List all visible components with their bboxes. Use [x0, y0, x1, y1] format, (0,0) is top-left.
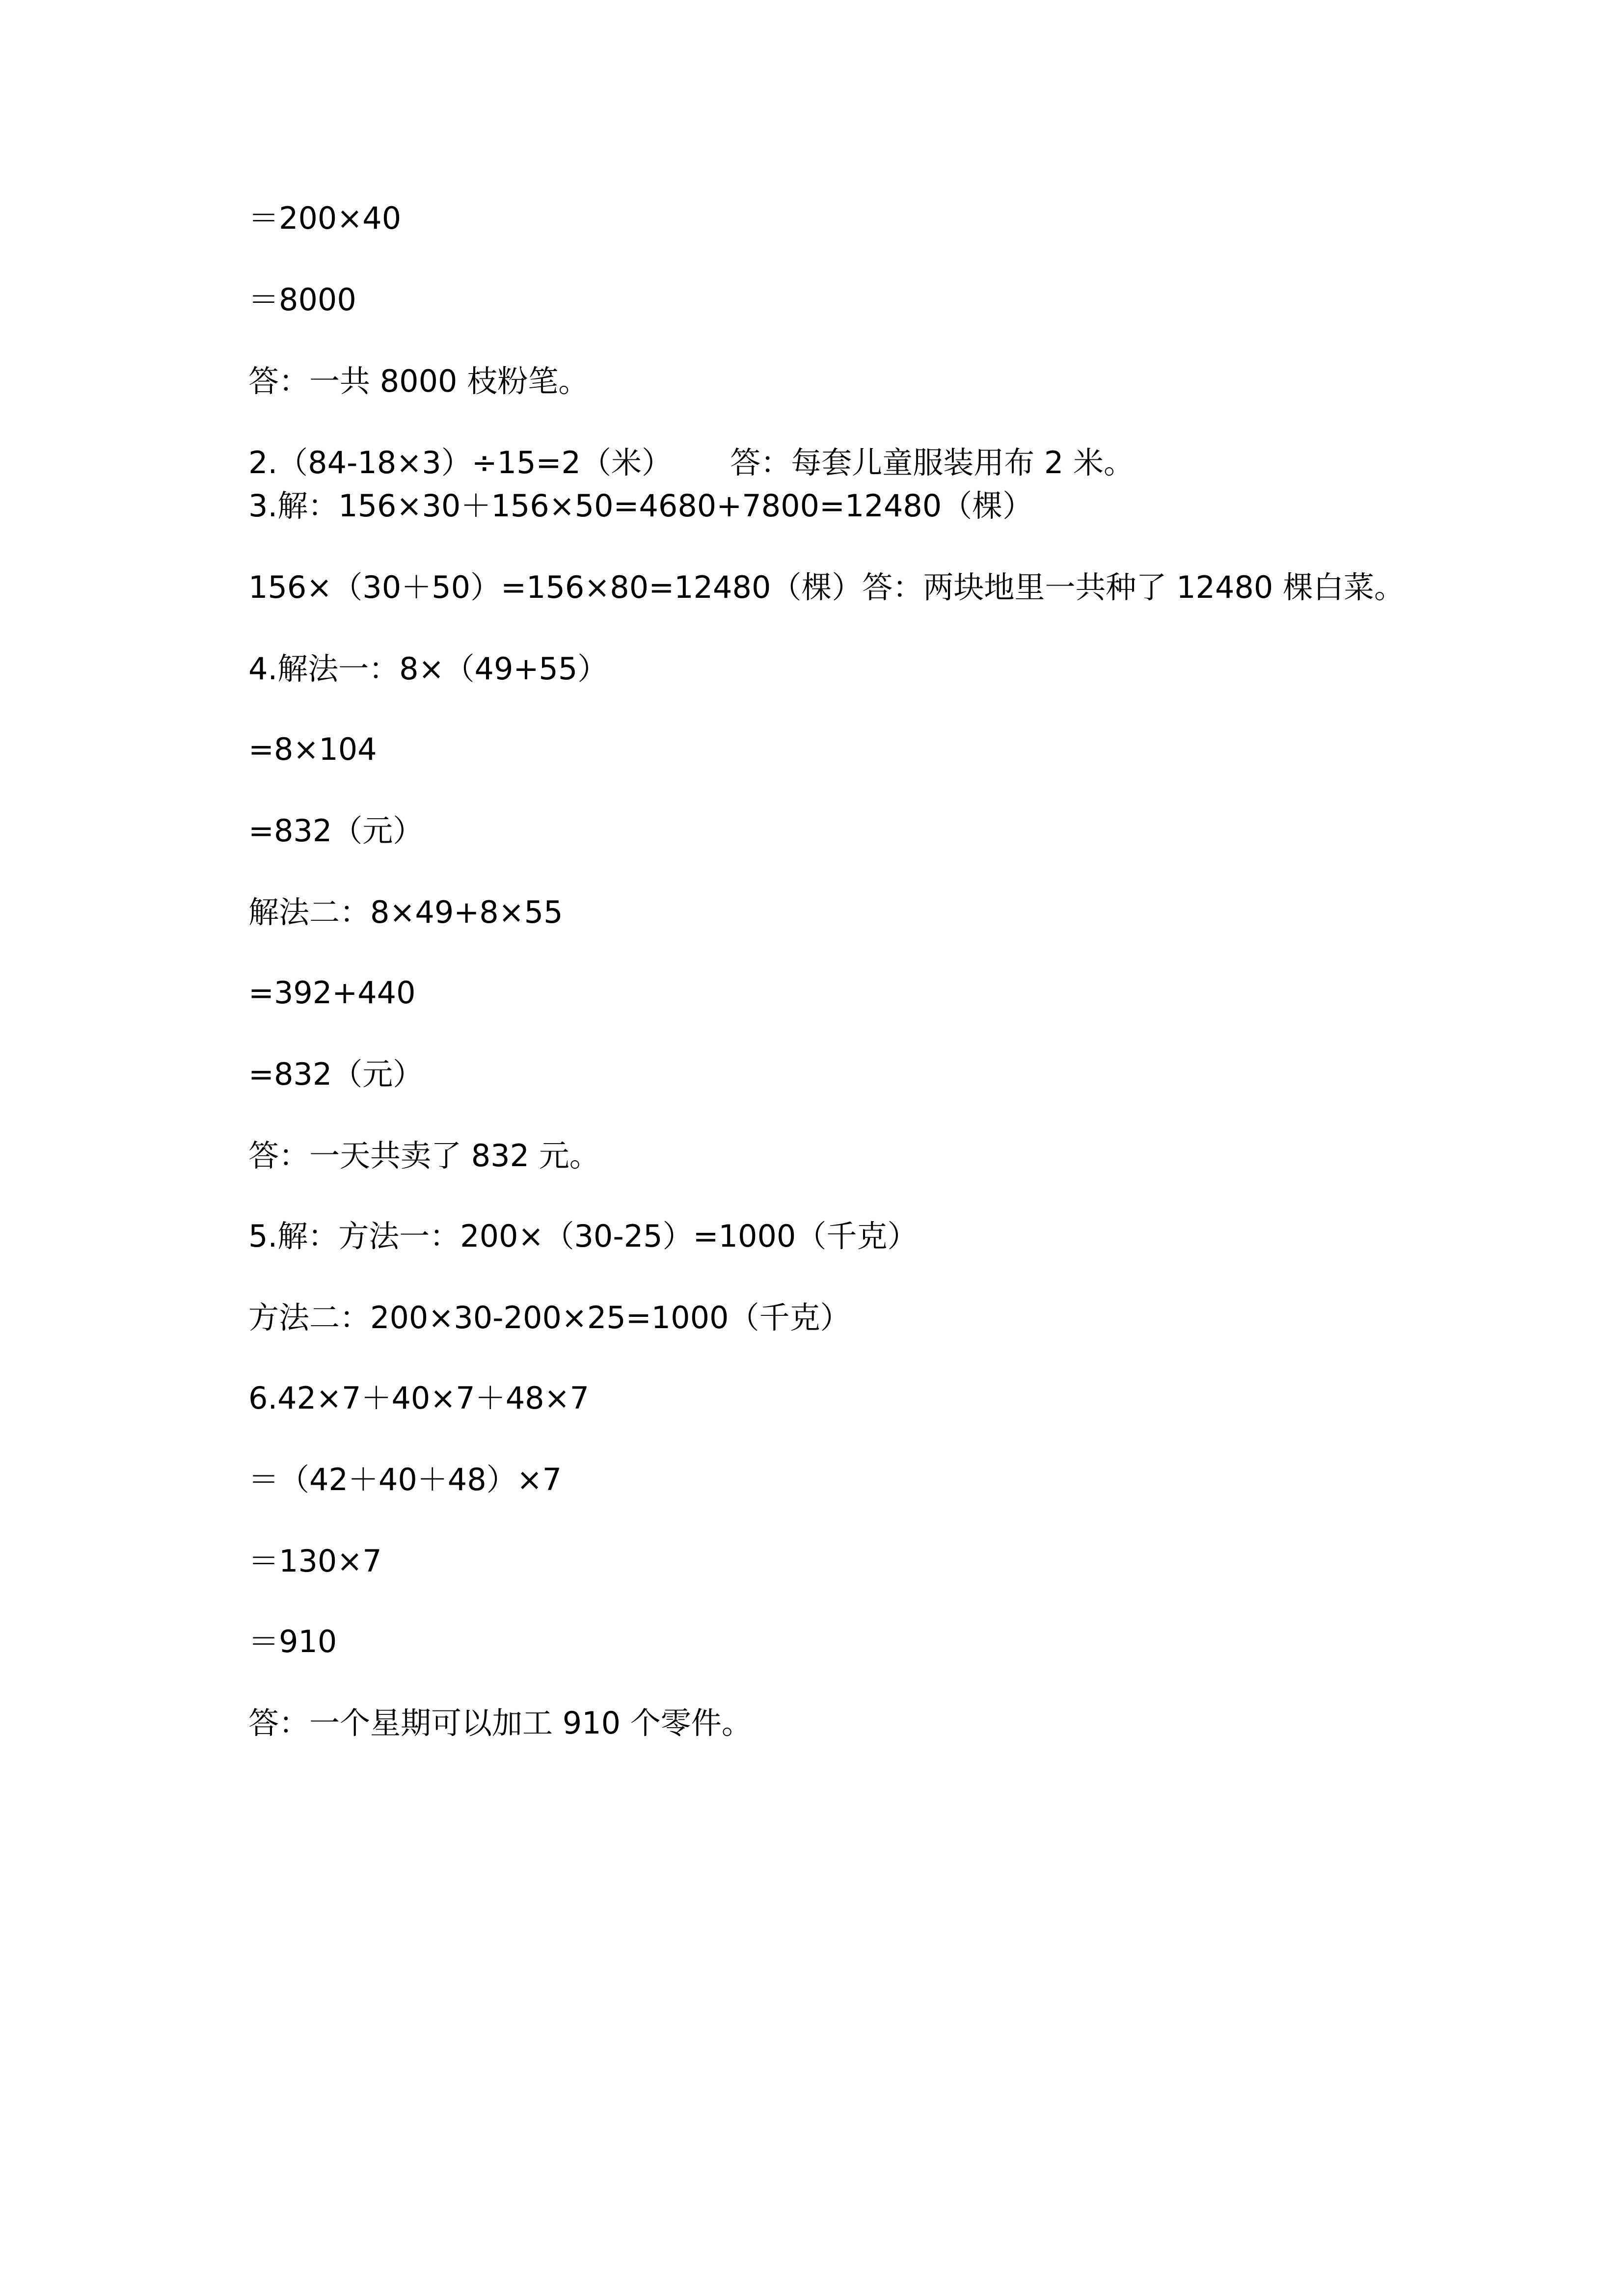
text-line: ＝910	[248, 1624, 337, 1659]
text-line: 答：一天共卖了 832 元。	[248, 1138, 600, 1174]
text-line: ＝130×7	[248, 1543, 382, 1579]
text-line: =392+440	[248, 975, 416, 1011]
text-line: 答：一共 8000 枝粉笔。	[248, 363, 589, 399]
text-line: ＝200×40	[248, 200, 402, 236]
text-line: 156×（30＋50）=156×80=12480（棵）答：两块地里一共种了 12480 棵白菜。	[248, 569, 1405, 605]
text-line: 解法二：8×49+8×55	[248, 894, 563, 930]
text-line: 方法二：200×30-200×25=1000（千克）	[248, 1300, 851, 1335]
text-line: 6.42×7＋40×7＋48×7	[248, 1380, 590, 1416]
text-line: =832（元）	[248, 813, 424, 849]
text-line: =832（元）	[248, 1056, 424, 1092]
text-line: 答：一个星期可以加工 910 个零件。	[248, 1705, 752, 1741]
text-line: 2.（84-18×3）÷15=2（米） 答：每套儿童服装用布 2 米。	[248, 445, 1135, 481]
text-line: 3.解：156×30＋156×50=4680+7800=12480（棵）	[248, 488, 1033, 524]
text-line: 5.解：方法一：200×（30-25）=1000（千克）	[248, 1218, 918, 1254]
text-line: =8×104	[248, 731, 377, 767]
text-line: 4.解法一：8×（49+55）	[248, 651, 608, 687]
text-line: ＝8000	[248, 282, 356, 318]
text-line: ＝（42＋40＋48）×7	[248, 1462, 562, 1497]
